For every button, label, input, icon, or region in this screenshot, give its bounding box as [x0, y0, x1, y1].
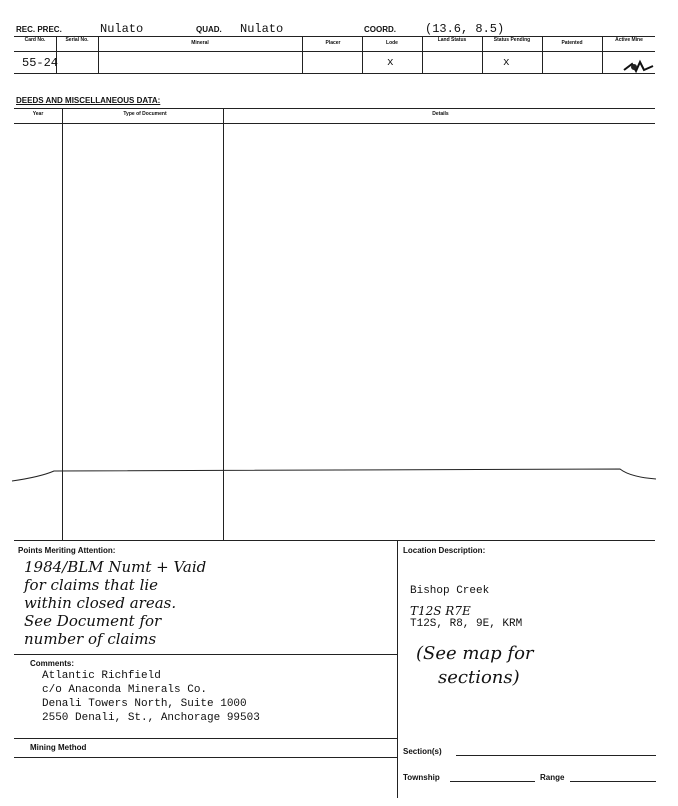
comments-bottom-rule — [14, 738, 397, 739]
land-status-header: Land Status — [437, 37, 467, 43]
mining-method-rule — [14, 757, 397, 758]
location-note — [416, 642, 534, 690]
points-line: 1984/BLM Numt + Vaid — [24, 558, 207, 576]
status-pending-value: x — [503, 57, 510, 69]
column-header-rule — [14, 51, 655, 52]
mining-method-label: Mining Method — [30, 743, 87, 752]
section-field-line[interactable] — [456, 755, 656, 756]
township-label: Township — [403, 773, 440, 782]
section-label: Section(s) — [403, 747, 442, 756]
rec-prec-value: Nulato — [100, 22, 144, 36]
col-divider — [542, 36, 543, 73]
lode-header: Lode — [386, 40, 398, 46]
col-divider — [422, 36, 423, 73]
location-typed-trs: T12S, R8, 9E, KRM — [410, 618, 523, 630]
mineral-header: Mineral — [191, 40, 209, 46]
card-no-header: Card No. — [24, 37, 46, 43]
serial-no-header: Serial No. — [65, 37, 89, 43]
deeds-top-rule — [14, 108, 655, 109]
col-divider — [482, 36, 483, 73]
active-mine-header: Active Mine — [615, 37, 643, 43]
deeds-details-header: Details — [432, 111, 449, 117]
coord-value: (13.6, 8.5) — [425, 22, 505, 36]
deeds-type-header: Type of Document — [123, 111, 167, 117]
patented-header: Patented — [561, 40, 583, 46]
deeds-title: DEEDS AND MISCELLANEOUS DATA: — [16, 96, 161, 105]
comments-line: c/o Anaconda Minerals Co. — [42, 684, 208, 696]
points-line: for claims that lie — [24, 576, 159, 594]
card-no-value: 55-24 — [22, 56, 59, 70]
location-note-line: (See map for — [416, 643, 534, 664]
range-label: Range — [540, 773, 565, 782]
deeds-year-header: Year — [32, 111, 44, 117]
bottom-col-divider — [397, 540, 398, 798]
coord-label: COORD. — [364, 25, 396, 34]
points-text — [24, 558, 224, 648]
col-divider — [302, 36, 303, 73]
quad-label: QUAD. — [196, 25, 222, 34]
points-label: Points Meriting Attention: — [18, 546, 116, 555]
comments-line: Denali Towers North, Suite 1000 — [42, 698, 247, 710]
status-pending-header: Status Pending — [493, 37, 531, 43]
quad-value: Nulato — [240, 22, 284, 36]
comments-line: 2550 Denali, St., Anchorage 99503 — [42, 712, 260, 724]
points-line: within closed areas. — [24, 594, 177, 612]
location-handwritten-trs: T12S R7E — [410, 604, 471, 618]
lode-value: x — [387, 57, 394, 69]
scribble-mark — [620, 56, 654, 76]
township-field-line[interactable] — [450, 781, 535, 782]
points-bottom-rule — [14, 654, 397, 655]
points-line: See Document for — [24, 612, 162, 630]
range-field-line[interactable] — [570, 781, 656, 782]
location-label: Location Description: — [403, 546, 486, 555]
col-divider — [98, 36, 99, 73]
location-note-line: sections) — [438, 667, 520, 688]
location-creek: Bishop Creek — [410, 585, 490, 597]
comments-line: Atlantic Richfield — [42, 670, 161, 682]
points-line: number of claims — [24, 630, 157, 648]
header-rule — [14, 36, 655, 37]
placer-header: Placer — [325, 40, 341, 46]
col-divider — [602, 36, 603, 73]
row-bottom-rule — [14, 73, 655, 74]
comments-label: Comments: — [30, 659, 75, 668]
deeds-header-rule — [14, 123, 655, 124]
deeds-bottom-rule — [14, 540, 655, 541]
col-divider — [362, 36, 363, 73]
rec-prec-label: REC. PREC. — [16, 25, 62, 34]
fold-line — [10, 465, 658, 487]
comments-text — [42, 669, 260, 725]
